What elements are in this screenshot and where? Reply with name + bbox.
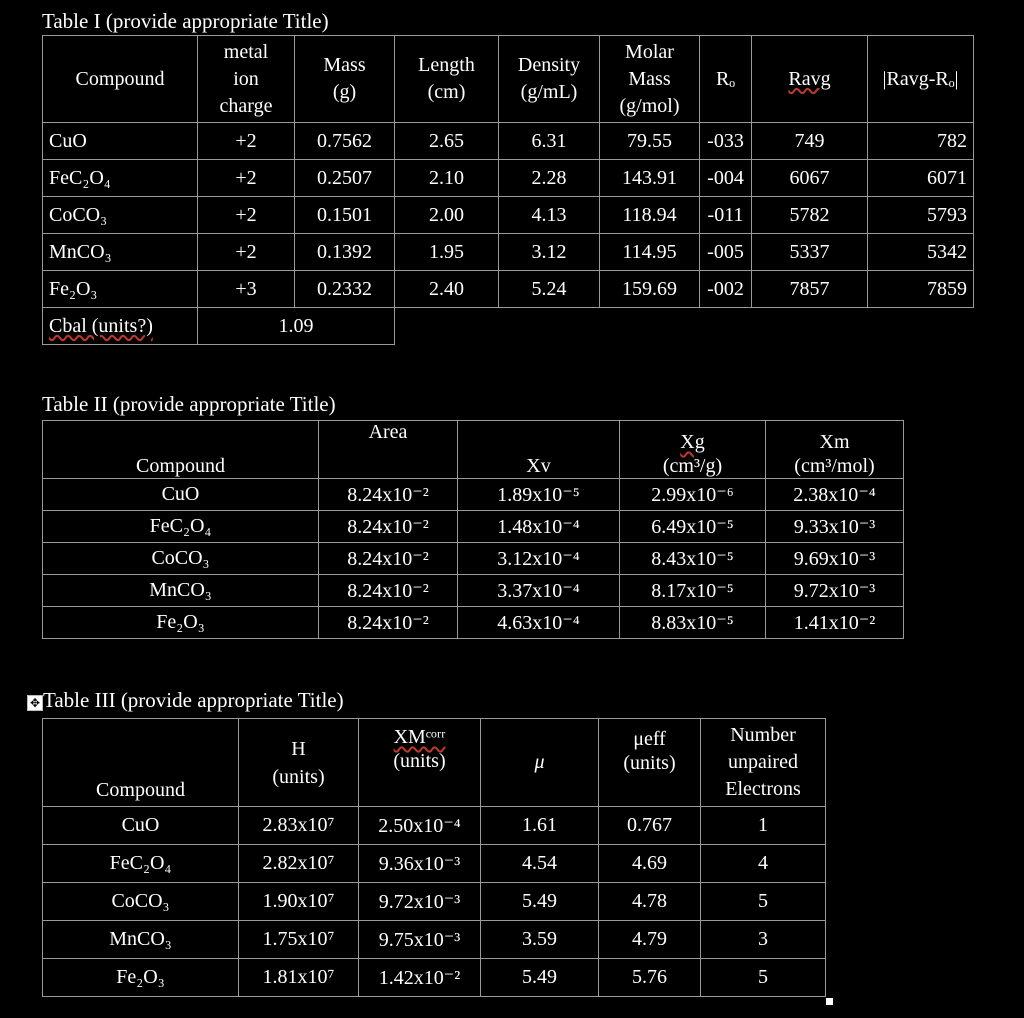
table3-cell-mu: 4.54 [481,845,599,883]
table1-cell-diff: 782 [868,123,974,160]
table3-header-mueff [599,719,701,807]
table1-header-charge [198,36,295,123]
table3-cell-mueff: 4.78 [599,883,701,921]
table1-header-row [43,36,974,123]
table1-cell-density: 3.12 [499,234,600,271]
table3-cell-mueff: 0.767 [599,807,701,845]
table1-cbal-empty [395,308,974,345]
table2-cell-xg: 6.49x10⁻⁵ [620,511,766,543]
table3-header-compound: Compound [43,719,239,807]
table3-cell-mu: 1.61 [481,807,599,845]
table1-header-diff: |Ravg-Rₒ| [868,36,974,123]
table3-cell-compound: FeC₂O₄ [43,845,239,883]
table3-cell-xmcorr: 9.72x10⁻³ [359,883,481,921]
table1-row [43,271,974,308]
table1-cell-molar: 118.94 [600,197,700,234]
header-line: H [291,737,306,760]
header-line: Mass [628,67,671,90]
table2-cell-xm: 9.72x10⁻³ [766,575,904,607]
table2-row [43,479,904,511]
table3-cell-unpaired: 1 [701,807,826,845]
table1-cell-compound: FeC₂O₄ [43,160,198,197]
table1-cbal-value: 1.09 [198,308,395,345]
table1-cell-ravg: 6067 [752,160,868,197]
header-text: Ravg [788,67,831,90]
header-line: charge [219,94,273,117]
header-line: (g/mol) [619,94,680,117]
cbal-label-text: Cbal (units?) [49,314,153,337]
table1-cell-diff: 7859 [868,271,974,308]
table1-header-density [499,36,600,123]
table1-cbal-row [43,308,974,345]
table3-row [43,883,826,921]
table2-cell-compound: Fe₂O₃ [43,607,319,639]
table2-cell-area: 8.24x10⁻² [319,607,458,639]
header-line: Xg [680,431,705,453]
table3-cell-unpaired: 5 [701,959,826,997]
table1-header-ravg [752,36,868,123]
move-arrows-icon[interactable]: ✥ [27,695,43,711]
table3-header-xmcorr [359,719,481,807]
table1-cell-length: 2.00 [395,197,499,234]
table3-cell-mu: 3.59 [481,921,599,959]
table2-cell-xg: 8.17x10⁻⁵ [620,575,766,607]
table2-row [43,607,904,639]
header-line: Number [730,724,796,746]
table2-header-xv: Xv [458,421,620,479]
table-resize-handle[interactable] [826,998,833,1005]
header-line: (units) [393,750,446,772]
table3-cell-compound: MnCO₃ [43,921,239,959]
header-line: (units) [272,765,325,788]
table2-cell-compound: FeC₂O₄ [43,511,319,543]
table1-cell-molar: 143.91 [600,160,700,197]
table1-cell-compound: CuO [43,123,198,160]
table1-cell-mass: 0.7562 [295,123,395,160]
table2-header-area: Area [319,421,458,479]
table1-cell-molar: 79.55 [600,123,700,160]
table1-header-ro: Rₒ [700,36,752,123]
table1-cell-density: 6.31 [499,123,600,160]
table2-cell-xv: 1.48x10⁻⁴ [458,511,620,543]
table3-header-h [239,719,359,807]
header-line: (g/mL) [520,81,578,103]
table3-cell-compound: Fe₂O₃ [43,959,239,997]
header-line: XMᶜᵒʳʳ [393,726,446,748]
table3-cell-xmcorr: 2.50x10⁻⁴ [359,807,481,845]
table1-row [43,197,974,234]
table2-row [43,543,904,575]
header-line: Length [418,54,475,76]
table1-row [43,160,974,197]
header-line: (cm³/g) [662,455,723,477]
table2-header-row [43,421,904,479]
header-line: μeff [633,728,666,750]
table2-cell-xm: 1.41x10⁻² [766,607,904,639]
table3-cell-mueff: 4.69 [599,845,701,883]
table1-cell-ro: -002 [700,271,752,308]
table1-cell-ravg: 7857 [752,271,868,308]
table1-cell-ravg: 5337 [752,234,868,271]
table1-cell-ro: -005 [700,234,752,271]
table1-cell-charge: +2 [198,160,295,197]
table3-cell-h: 2.82x10⁷ [239,845,359,883]
table3-cell-h: 1.90x10⁷ [239,883,359,921]
table1-row [43,123,974,160]
table1-cell-diff: 5793 [868,197,974,234]
table1-cell-compound: MnCO₃ [43,234,198,271]
table1-cell-ro: -004 [700,160,752,197]
table1-cell-charge: +2 [198,123,295,160]
table1-cell-density: 4.13 [499,197,600,234]
table2-header-xg [620,421,766,479]
table1-header-mass [295,36,395,123]
header-line: Density [517,54,581,76]
table3-row [43,845,826,883]
table2-cell-xg: 8.43x10⁻⁵ [620,543,766,575]
table1-header-molar-mass [600,36,700,123]
header-line: ion [233,67,259,90]
table3-header-row [43,719,826,807]
table3-header-mu: μ [481,719,599,807]
table2-cell-xg: 2.99x10⁻⁶ [620,479,766,511]
table1-cell-mass: 0.1392 [295,234,395,271]
table1-cell-charge: +2 [198,234,295,271]
table1-cell-mass: 0.1501 [295,197,395,234]
table3-cell-h: 1.75x10⁷ [239,921,359,959]
table2-row [43,575,904,607]
table3-cell-h: 2.83x10⁷ [239,807,359,845]
header-line: unpaired [728,751,798,773]
table1-cell-density: 2.28 [499,160,600,197]
header-line: metal [223,40,269,63]
table1-cell-ro: -011 [700,197,752,234]
table1-cell-diff: 6071 [868,160,974,197]
table3-header-unpaired [701,719,826,807]
table1-header-length [395,36,499,123]
table3-cell-xmcorr: 9.75x10⁻³ [359,921,481,959]
table2-cell-xv: 1.89x10⁻⁵ [458,479,620,511]
table2-cell-xv: 4.63x10⁻⁴ [458,607,620,639]
header-line: (g) [332,81,357,103]
table3-row [43,959,826,997]
table2-cell-xg: 8.83x10⁻⁵ [620,607,766,639]
header-line: Mass [323,54,366,76]
table1-title: Table I (provide appropriate Title) [42,9,329,33]
table2-cell-area: 8.24x10⁻² [319,575,458,607]
table3-cell-compound: CoCO₃ [43,883,239,921]
table2-title: Table II (provide appropriate Title) [42,392,336,416]
table1-cell-molar: 159.69 [600,271,700,308]
table1-header-compound: Compound [43,36,198,123]
table3-row [43,921,826,959]
header-line: Molar [625,40,674,63]
table2-cell-compound: MnCO₃ [43,575,319,607]
table1-cell-ravg: 5782 [752,197,868,234]
table2-cell-xv: 3.37x10⁻⁴ [458,575,620,607]
table1-cell-length: 2.10 [395,160,499,197]
table1-cell-charge: +2 [198,197,295,234]
table1-cell-length: 1.95 [395,234,499,271]
table1-cell-length: 2.65 [395,123,499,160]
table3-cell-mueff: 5.76 [599,959,701,997]
table3-cell-xmcorr: 9.36x10⁻³ [359,845,481,883]
table3-cell-mu: 5.49 [481,959,599,997]
table1-cell-charge: +3 [198,271,295,308]
table3-cell-unpaired: 3 [701,921,826,959]
table1-cell-length: 2.40 [395,271,499,308]
table2-row [43,511,904,543]
table3-cell-mu: 5.49 [481,883,599,921]
table2-cell-area: 8.24x10⁻² [319,511,458,543]
table1-cell-compound: CoCO₃ [43,197,198,234]
table2-cell-xm: 2.38x10⁻⁴ [766,479,904,511]
table1-cell-ro: -033 [700,123,752,160]
table1-cell-ravg: 749 [752,123,868,160]
table2-cell-area: 8.24x10⁻² [319,543,458,575]
table2-cell-xm: 9.33x10⁻³ [766,511,904,543]
table1-cell-mass: 0.2507 [295,160,395,197]
table1-cell-molar: 114.95 [600,234,700,271]
table3-cell-mueff: 4.79 [599,921,701,959]
header-line: Electrons [725,778,801,800]
table1-cell-density: 5.24 [499,271,600,308]
header-line: Xm [819,431,850,453]
table3-cell-compound: CuO [43,807,239,845]
table1-row [43,234,974,271]
table2-cell-xm: 9.69x10⁻³ [766,543,904,575]
table3-cell-unpaired: 4 [701,845,826,883]
table1-cell-compound: Fe₂O₃ [43,271,198,308]
table2-header-xm [766,421,904,479]
header-line: (cm³/mol) [794,455,875,477]
table2 [42,420,904,639]
table1-cell-mass: 0.2332 [295,271,395,308]
table3-title: Table III (provide appropriate Title) [43,688,344,712]
table2-cell-compound: CuO [43,479,319,511]
table3-cell-xmcorr: 1.42x10⁻² [359,959,481,997]
header-line: (units) [623,752,676,774]
table3-cell-h: 1.81x10⁷ [239,959,359,997]
table2-cell-compound: CoCO₃ [43,543,319,575]
header-line: (cm) [427,81,466,103]
table3 [42,718,826,997]
table1 [42,35,974,345]
table2-cell-xv: 3.12x10⁻⁴ [458,543,620,575]
table3-cell-unpaired: 5 [701,883,826,921]
table3-row [43,807,826,845]
table2-header-compound: Compound [43,421,319,479]
table1-cell-diff: 5342 [868,234,974,271]
table2-cell-area: 8.24x10⁻² [319,479,458,511]
table1-cbal-label [43,308,198,345]
